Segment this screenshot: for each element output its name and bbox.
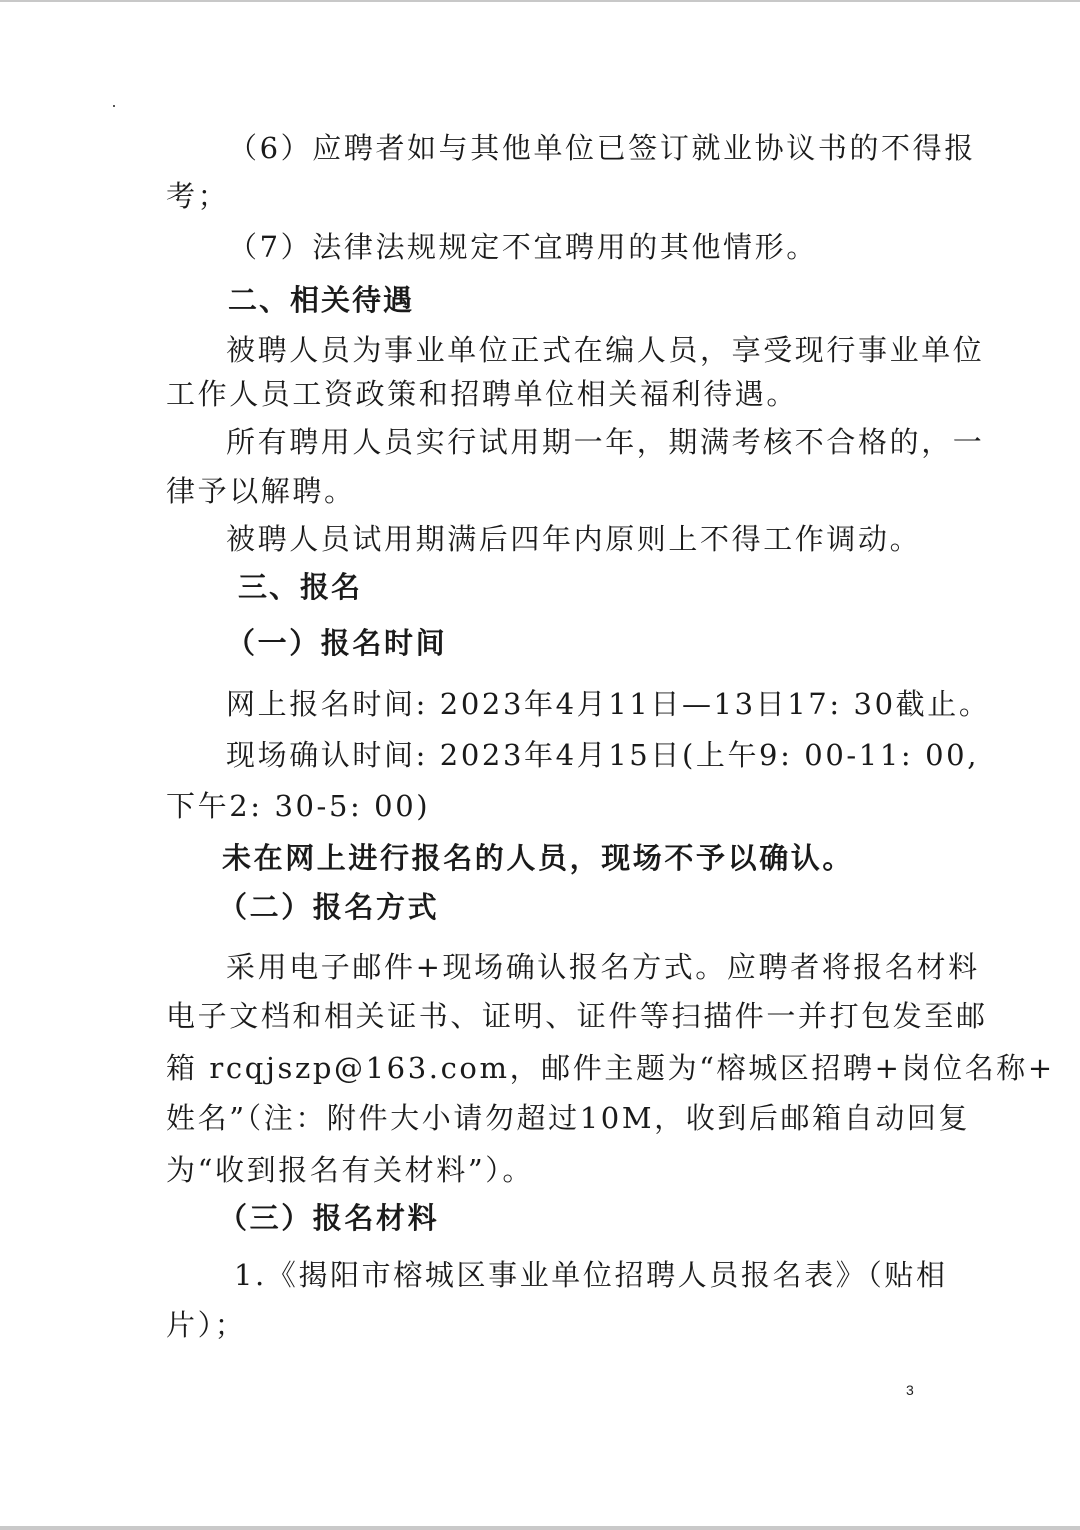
- body-text-line: 1.《揭阳市榕城区事业单位招聘人员报名表》（贴相: [234, 1258, 948, 1292]
- body-text-line: 未在网上进行报名的人员，现场不予以确认。: [222, 841, 855, 875]
- body-text-line: （6）应聘者如与其他单位已签订就业协议书的不得报: [228, 131, 976, 165]
- body-text-line: 被聘人员试用期满后四年内原则上不得工作调动。: [226, 522, 922, 556]
- body-text-line: 律予以解聘。: [166, 474, 356, 508]
- body-text-line: 考；: [166, 179, 230, 213]
- section-heading: 二、相关待遇: [228, 283, 415, 317]
- bottom-edge-strip: [0, 1526, 1080, 1530]
- body-text-line: 片）；: [166, 1308, 247, 1342]
- section-heading: 三、报名: [238, 570, 363, 604]
- body-text-line: 现场确认时间: 2023年4月15日(上午9: 00-11: 00,: [226, 738, 980, 772]
- subsection-heading: （三）报名材料: [218, 1201, 440, 1235]
- subsection-heading: （二）报名方式: [218, 890, 440, 924]
- body-text-line: 姓名”（注：附件大小请勿超过10M，收到后邮箱自动回复: [166, 1101, 971, 1135]
- body-text-line: 被聘人员为事业单位正式在编人员，享受现行事业单位: [226, 333, 985, 367]
- subsection-heading: （一）报名时间: [226, 626, 448, 660]
- body-text-line: 采用电子邮件+现场确认报名方式。应聘者将报名材料: [226, 950, 980, 984]
- body-text-line: 所有聘用人员实行试用期一年，期满考核不合格的，一: [226, 425, 985, 459]
- body-text-line: 工作人员工资政策和招聘单位相关福利待遇。: [166, 377, 799, 411]
- body-text-line: 为“收到报名有关材料”）。: [166, 1153, 534, 1187]
- body-text-line: 电子文档和相关证书、证明、证件等扫描件一并打包发至邮: [166, 999, 988, 1033]
- body-text-line: 网上报名时间: 2023年4月11日—13日17: 30截止。: [226, 687, 991, 721]
- body-text-line: 下午2: 30-5: 00): [166, 789, 431, 823]
- body-text-line: （7）法律法规规定不宜聘用的其他情形。: [228, 230, 818, 264]
- body-text-line: 箱 rcqjszp@163.com，邮件主题为“榕城区招聘+岗位名称+: [166, 1051, 1055, 1085]
- page-number: 3: [906, 1382, 914, 1398]
